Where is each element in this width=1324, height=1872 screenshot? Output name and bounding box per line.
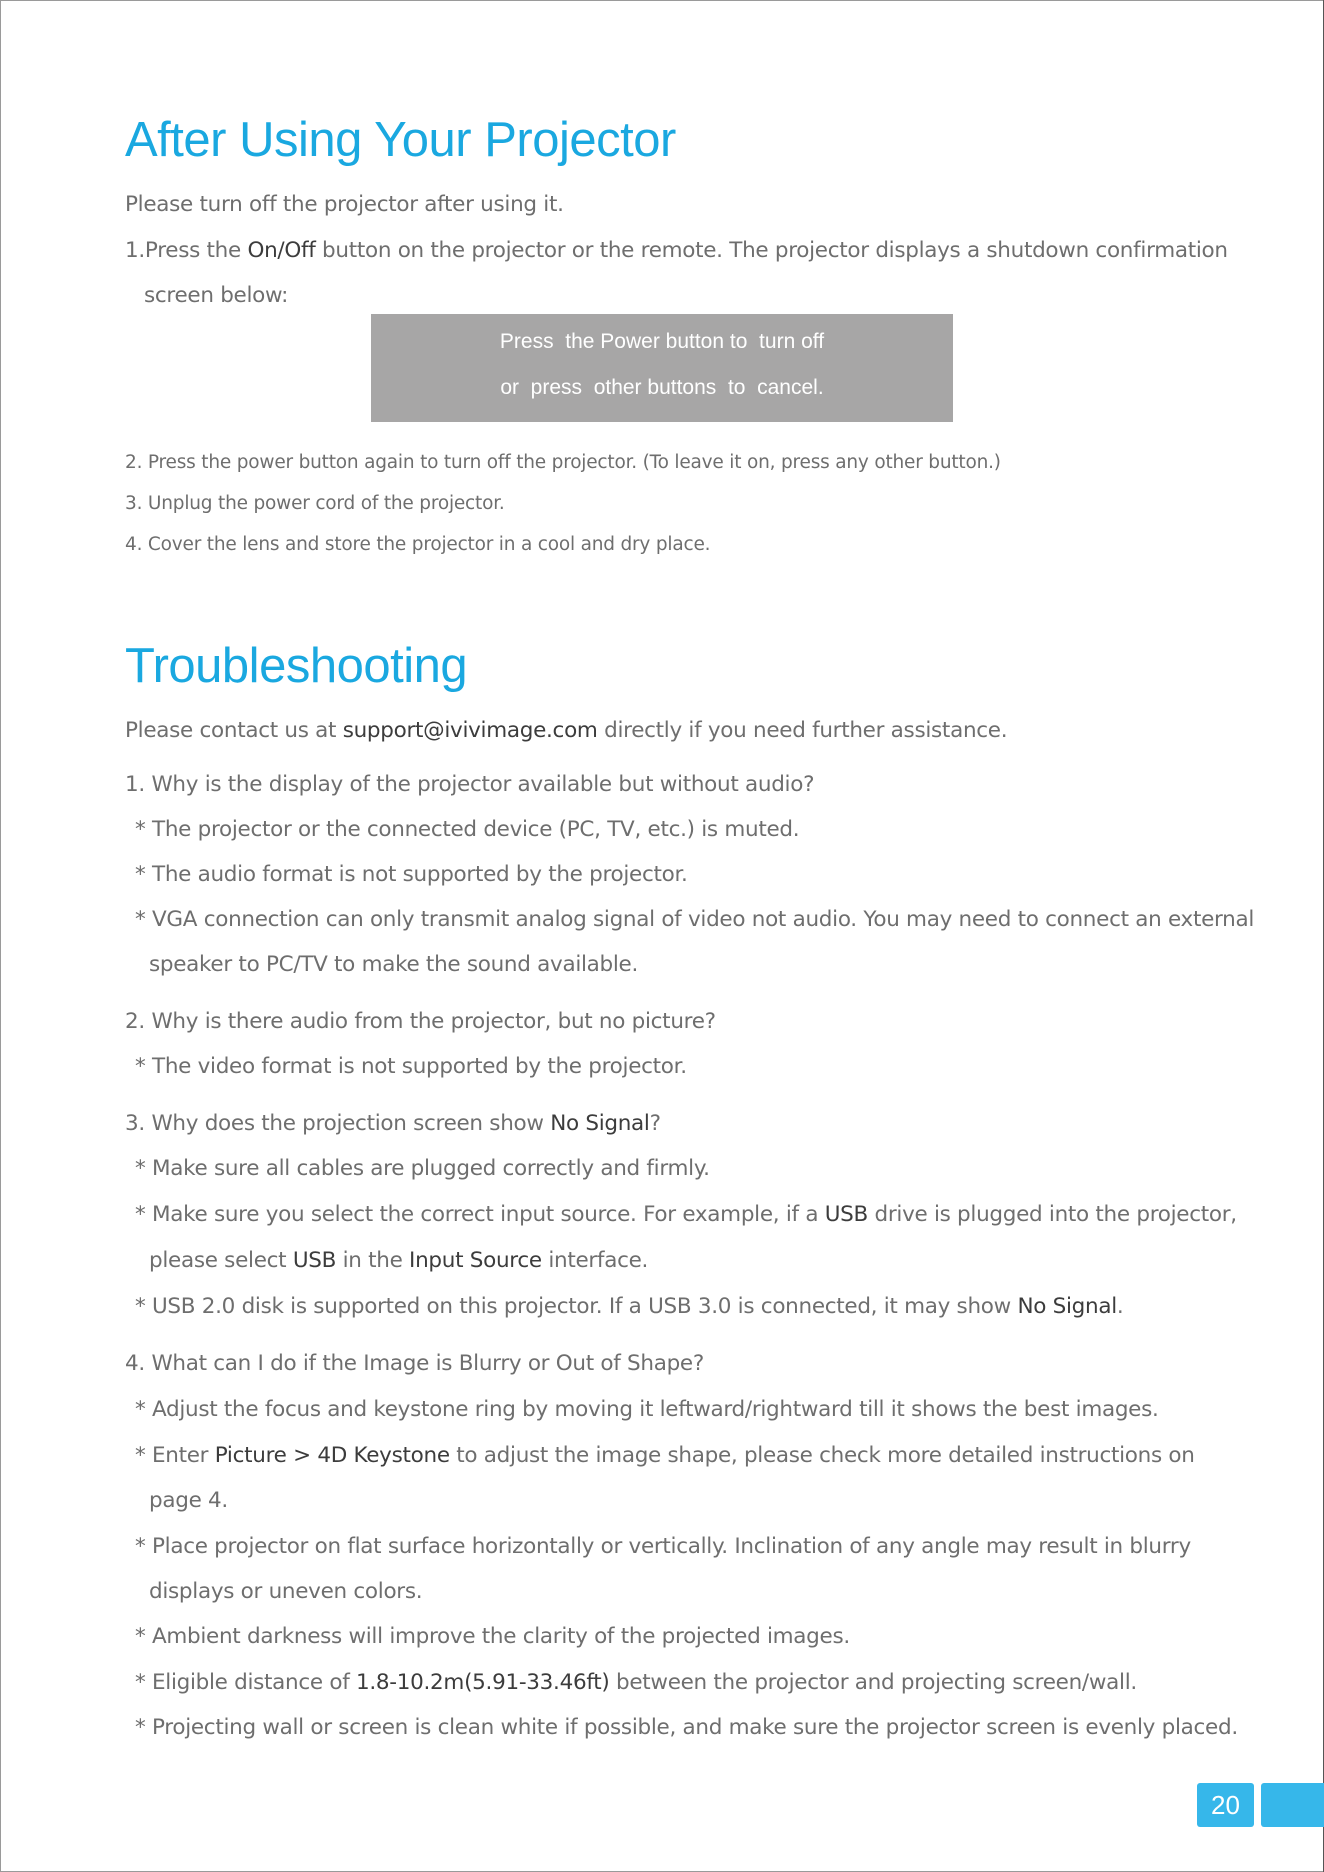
q3-answer-1: * Make sure all cables are plugged correctly and firmly. <box>135 1156 710 1181</box>
q4-answer-3: * Place projector on flat surface horizontally or vertically. Inclination of any angle may result in blurry <box>135 1534 1191 1559</box>
after-step-1-cont: screen below: <box>144 283 289 308</box>
q1-answer-2: * The audio format is not supported by the projector. <box>135 862 688 887</box>
q1-answer-1: * The projector or the connected device (PC, TV, etc.) is muted. <box>135 817 800 842</box>
page-number: 20 <box>1197 1783 1254 1827</box>
distance-range: 1.8-10.2m(5.91-33.46ft) <box>356 1670 610 1695</box>
on-off-label: On/Off <box>247 238 316 263</box>
usb-label: USB <box>824 1202 868 1227</box>
text: * Enter <box>135 1443 215 1468</box>
after-step-1 <box>125 236 1228 266</box>
troubleshooting-title: Troubleshooting <box>125 639 468 693</box>
question-3 <box>125 1109 661 1139</box>
q4-answer-4: * Ambient darkness will improve the clarity of the projected images. <box>135 1624 850 1649</box>
q3-answer-2-cont <box>149 1246 648 1276</box>
text: please select <box>149 1248 293 1273</box>
text: to adjust the image shape, please check more detailed instructions on <box>449 1443 1195 1468</box>
text: drive is plugged into the projector, <box>867 1202 1237 1227</box>
text: * Eligible distance of <box>135 1670 357 1695</box>
q2-answer-1: * The video format is not supported by the projector. <box>135 1054 687 1079</box>
text: * Make sure you select the correct input source. For example, if a <box>135 1202 825 1227</box>
text: Please contact us at <box>125 718 343 743</box>
contact-line <box>125 716 1007 746</box>
question-1: 1. Why is the display of the projector available but without audio? <box>125 772 815 797</box>
after-step-4: 4. Cover the lens and store the projector in a cool and dry place. <box>125 534 711 555</box>
text: button on the projector or the remote. The projector displays a shutdown confirmation <box>315 238 1228 263</box>
text: directly if you need further assistance. <box>597 718 1008 743</box>
text: * USB 2.0 disk is supported on this projector. If a USB 3.0 is connected, it may show <box>135 1294 1018 1319</box>
shutdown-confirmation-screen <box>371 314 953 422</box>
q4-answer-6: * Projecting wall or screen is clean white if possible, and make sure the projector screen is evenly placed. <box>135 1715 1238 1740</box>
after-step-2: 2. Press the power button again to turn off the projector. (To leave it on, press any other button.) <box>125 452 1001 473</box>
no-signal-label: No Signal <box>1017 1294 1117 1319</box>
after-step-3: 3. Unplug the power cord of the projector. <box>125 493 505 514</box>
after-intro: Please turn off the projector after using it. <box>125 192 564 217</box>
support-email: support@ivivimage.com <box>342 718 598 743</box>
after-using-title: After Using Your Projector <box>125 113 676 167</box>
question-2: 2. Why is there audio from the projector, but no picture? <box>125 1009 716 1034</box>
text: between the projector and projecting screen/wall. <box>609 1670 1137 1695</box>
keystone-menu-path: Picture > 4D Keystone <box>214 1443 450 1468</box>
q4-answer-5 <box>135 1668 1137 1698</box>
no-signal-label: No Signal <box>550 1111 650 1136</box>
input-source-label: Input Source <box>409 1248 542 1273</box>
q4-answer-1: * Adjust the focus and keystone ring by moving it leftward/rightward till it shows the best images. <box>135 1397 1159 1422</box>
shutdown-line-2: or press other buttons to cancel. <box>500 376 824 399</box>
text: ? <box>649 1111 661 1136</box>
page-tab-decoration <box>1261 1783 1324 1827</box>
q4-answer-2 <box>135 1441 1195 1471</box>
q4-answer-3-cont: displays or uneven colors. <box>149 1579 423 1604</box>
q1-answer-3: * VGA connection can only transmit analog signal of video not audio. You may need to connect an external <box>135 907 1255 932</box>
question-4: 4. What can I do if the Image is Blurry or Out of Shape? <box>125 1351 704 1376</box>
q1-answer-3-cont: speaker to PC/TV to make the sound available. <box>149 952 639 977</box>
text: in the <box>336 1248 410 1273</box>
text: interface. <box>541 1248 649 1273</box>
q3-answer-3 <box>135 1292 1123 1322</box>
text: . <box>1116 1294 1124 1319</box>
text: 3. Why does the projection screen show <box>125 1111 551 1136</box>
q3-answer-2 <box>135 1200 1237 1230</box>
q4-answer-2-cont: page 4. <box>149 1488 228 1513</box>
text: 1.Press the <box>125 238 248 263</box>
shutdown-line-1: Press the Power button to turn off <box>499 330 825 353</box>
usb-label: USB <box>292 1248 337 1273</box>
